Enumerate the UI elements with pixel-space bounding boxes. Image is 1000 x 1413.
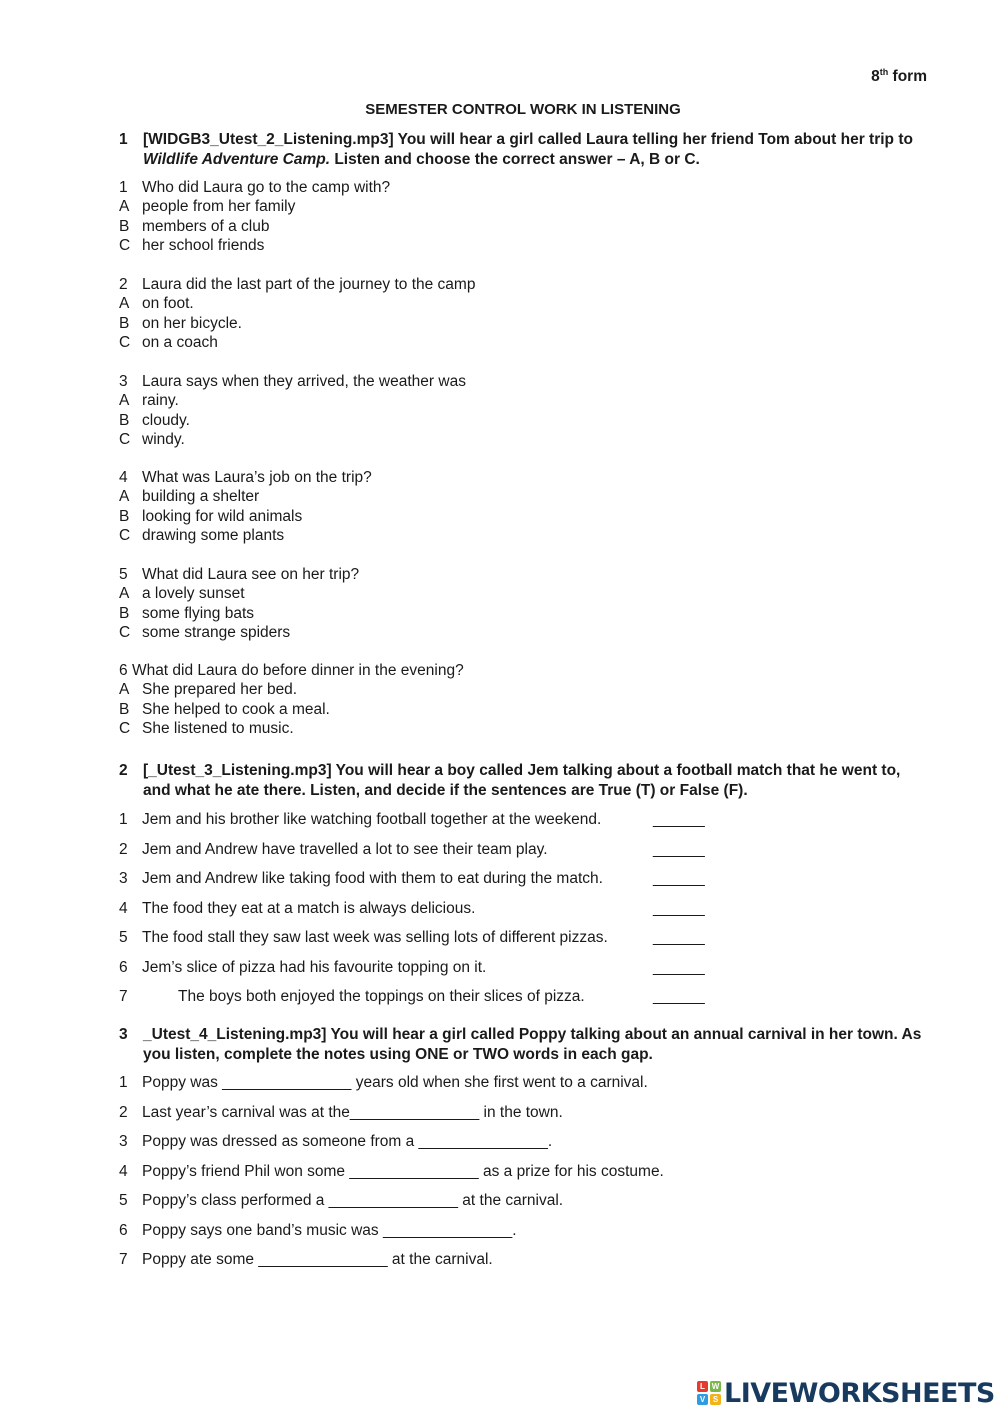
- option-text: people from her family: [142, 198, 296, 216]
- task-1-number: 1: [119, 131, 128, 148]
- question-number: 3: [119, 373, 128, 390]
- option-text: She helped to cook a meal.: [142, 700, 330, 718]
- liveworksheets-logo: [697, 1377, 995, 1409]
- option-letter: C: [119, 527, 131, 545]
- option-letter: A: [119, 392, 130, 410]
- note-text: Poppy’s class performed a _______________ at the carnival.: [142, 1192, 564, 1209]
- option-text: She listened to music.: [142, 720, 294, 738]
- answer-option: [119, 487, 259, 506]
- option-letter: B: [119, 217, 130, 235]
- question-text: [119, 565, 359, 584]
- answer-blank: ______: [653, 958, 705, 976]
- option-text: drawing some plants: [142, 527, 285, 545]
- logo-cell: S: [710, 1394, 721, 1405]
- gap-note-row: [119, 1073, 648, 1093]
- answer-option: [119, 430, 185, 449]
- question-text: [119, 661, 464, 680]
- logo-cell: W: [711, 1382, 720, 1391]
- option-text: members of a club: [142, 217, 270, 235]
- option-text: cloudy.: [142, 411, 190, 429]
- option-text: a lovely sunset: [142, 585, 245, 603]
- question-number: 2: [119, 276, 128, 293]
- answer-option: [119, 680, 297, 699]
- task-2-instructions: [_Utest_3_Listening.mp3] You will hear a boy called Jem talking about a football match that he went to, and what he ate there. Listen, and decide if the sentences are True (T) or False (F).: [143, 762, 901, 799]
- answer-option: [119, 526, 284, 545]
- answer-blank: ______: [653, 840, 705, 858]
- option-text: windy.: [142, 431, 185, 449]
- answer-blank: ______: [653, 811, 705, 828]
- option-text: building a shelter: [142, 488, 260, 506]
- statement-row: [119, 987, 719, 1007]
- option-letter: C: [119, 237, 131, 255]
- task-1-heading: [119, 130, 931, 169]
- answer-blank: ______: [653, 899, 705, 917]
- gap-note-row: [119, 1103, 563, 1123]
- logo-mark: [697, 1381, 721, 1405]
- option-text: on her bicycle.: [142, 314, 242, 332]
- answer-blank: ______: [653, 870, 705, 887]
- question-label: Who did Laura go to the camp with?: [142, 179, 391, 196]
- option-text: her school friends: [142, 237, 265, 255]
- answer-option: [119, 584, 245, 603]
- form-label: 8th form: [871, 66, 927, 85]
- option-letter: B: [119, 507, 130, 525]
- gap-note-row: [119, 1250, 493, 1270]
- statement-text: Jem and his brother like watching football together at the weekend.: [142, 811, 602, 828]
- statement-text: Jem and Andrew like taking food with them to eat during the match.: [142, 870, 603, 887]
- statement-row: [119, 840, 719, 860]
- question-number: 5: [119, 566, 128, 583]
- answer-option: [119, 507, 302, 526]
- note-number: 2: [119, 1103, 128, 1121]
- statement-number: 7: [119, 988, 128, 1005]
- gap-note-row: [119, 1162, 664, 1182]
- note-text: Poppy says one band’s music was _______________.: [142, 1221, 517, 1239]
- gap-note-row: [119, 1221, 517, 1241]
- answer-option: [119, 623, 290, 642]
- statement-number: 2: [119, 840, 128, 858]
- option-letter: B: [119, 411, 130, 429]
- note-number: 3: [119, 1133, 128, 1150]
- note-text: Last year’s carnival was at the_______________ in the town.: [142, 1103, 563, 1121]
- statement-number: 4: [119, 899, 128, 917]
- note-number: 6: [119, 1221, 128, 1239]
- note-number: 4: [119, 1162, 128, 1180]
- question-number: 1: [119, 179, 128, 196]
- logo-wordmark: LIVEWORKSHEETS: [724, 1377, 995, 1409]
- statement-number: 5: [119, 929, 128, 946]
- statement-number: 6: [119, 958, 128, 976]
- option-letter: A: [119, 488, 130, 506]
- statement-text: The food stall they saw last week was selling lots of different pizzas.: [142, 929, 608, 946]
- option-letter: B: [119, 604, 130, 622]
- statement-number: 3: [119, 870, 128, 887]
- question-text: [119, 178, 390, 197]
- note-text: Poppy was dressed as someone from a _______________.: [142, 1133, 553, 1150]
- question-text: [119, 372, 466, 391]
- option-text: looking for wild animals: [142, 507, 303, 525]
- option-text: some strange spiders: [142, 624, 291, 642]
- question-label: What did Laura do before dinner in the evening?: [131, 662, 464, 679]
- option-letter: C: [119, 334, 131, 352]
- option-text: on a coach: [142, 334, 218, 352]
- statement-row: [119, 899, 719, 919]
- option-text: on foot.: [142, 295, 194, 313]
- statement-row: [119, 958, 719, 978]
- option-letter: A: [119, 198, 130, 216]
- task-2-number: 2: [119, 762, 128, 779]
- logo-cell: L: [697, 1381, 708, 1392]
- answer-option: [119, 217, 270, 236]
- answer-blank: ______: [653, 929, 705, 946]
- answer-option: [119, 294, 194, 313]
- option-text: She prepared her bed.: [142, 681, 298, 699]
- option-letter: A: [119, 585, 130, 603]
- question-text: [119, 275, 475, 294]
- option-text: some flying bats: [142, 604, 254, 622]
- option-letter: A: [119, 295, 130, 313]
- option-letter: B: [119, 314, 130, 332]
- option-letter: C: [119, 431, 131, 449]
- question-number: 4: [119, 469, 128, 486]
- task-3-number: 3: [119, 1026, 128, 1043]
- question-label: Laura says when they arrived, the weather was: [142, 373, 466, 390]
- note-text: Poppy ate some _______________ at the carnival.: [142, 1251, 493, 1268]
- statement-row: [119, 869, 719, 889]
- answer-option: [119, 411, 190, 430]
- gap-note-row: [119, 1191, 563, 1211]
- option-text: rainy.: [142, 392, 179, 410]
- statement-row: [119, 810, 719, 830]
- question-label: What was Laura’s job on the trip?: [142, 469, 372, 486]
- answer-option: [119, 391, 179, 410]
- statement-text: The boys both enjoyed the toppings on their slices of pizza.: [178, 988, 585, 1005]
- note-text: Poppy was _______________ years old when she first went to a carnival.: [142, 1074, 648, 1091]
- statement-text: Jem’s slice of pizza had his favourite topping on it.: [142, 958, 487, 976]
- note-number: 5: [119, 1192, 128, 1209]
- note-text: Poppy’s friend Phil won some _______________ as a prize for his costume.: [142, 1162, 664, 1180]
- answer-blank: ______: [653, 988, 705, 1005]
- option-letter: A: [119, 681, 130, 699]
- note-number: 1: [119, 1074, 128, 1091]
- task-3-instructions: _Utest_4_Listening.mp3] You will hear a girl called Poppy talking about an annual carnival in her town. As you listen, complete the notes using ONE or TWO words in each gap.: [143, 1026, 922, 1063]
- note-number: 7: [119, 1251, 128, 1268]
- statement-number: 1: [119, 811, 128, 828]
- statement-text: The food they eat at a match is always delicious.: [142, 899, 476, 917]
- statement-text: Jem and Andrew have travelled a lot to see their team play.: [142, 840, 548, 858]
- answer-option: [119, 700, 330, 719]
- answer-option: [119, 333, 218, 352]
- question-text: [119, 468, 372, 487]
- option-letter: B: [119, 700, 130, 718]
- question-number: 6: [119, 662, 128, 679]
- option-letter: C: [119, 624, 131, 642]
- answer-option: [119, 236, 264, 255]
- task-2-heading: [119, 761, 931, 800]
- task-3-heading: [119, 1025, 931, 1064]
- task-1-instructions: [WIDGB3_Utest_2_Listening.mp3] You will hear a girl called Laura telling her friend Tom about her trip to Wildlife Adventure Camp. Listen and choose the correct answer – A, B or C.: [143, 131, 913, 168]
- statement-row: [119, 928, 719, 948]
- answer-option: [119, 604, 254, 623]
- page-title: SEMESTER CONTROL WORK IN LISTENING: [365, 101, 681, 118]
- option-letter: C: [119, 720, 131, 738]
- question-label: Laura did the last part of the journey to the camp: [142, 276, 476, 293]
- logo-cell: V: [697, 1394, 708, 1405]
- gap-note-row: [119, 1132, 552, 1152]
- question-label: What did Laura see on her trip?: [142, 566, 360, 583]
- answer-option: [119, 719, 294, 738]
- answer-option: [119, 314, 242, 333]
- answer-option: [119, 197, 295, 216]
